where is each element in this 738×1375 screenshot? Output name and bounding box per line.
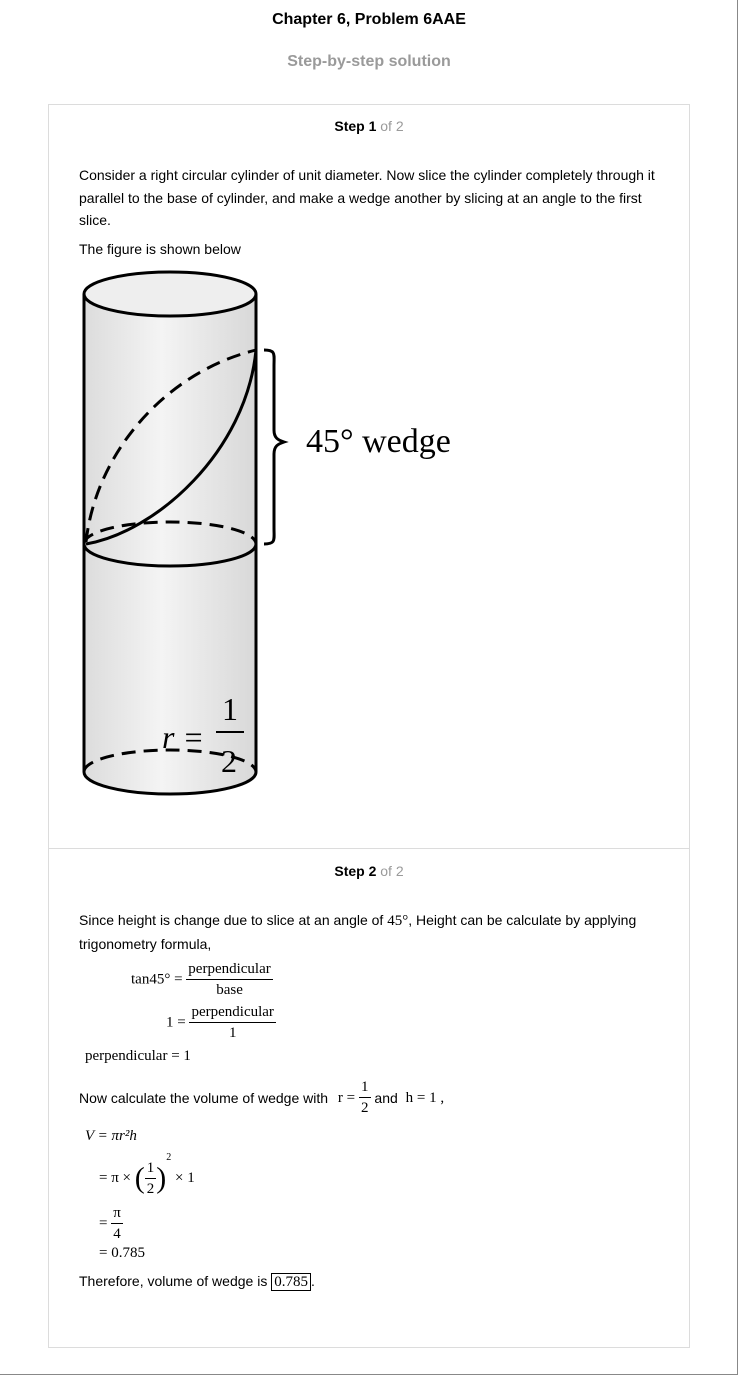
conclusion-period: . [310,1273,315,1289]
eq1-fraction [186,960,272,1000]
eq1-den: base [216,982,243,998]
conclusion-text: Therefore, volume of wedge is [79,1273,268,1289]
page-title: Chapter 6, Problem 6AAE [272,11,466,28]
h-value: h = 1 , [405,1089,445,1106]
v3-fraction [111,1204,123,1244]
figure-caption: The figure is shown below [79,241,241,257]
eq1-num: perpendicular [186,960,272,980]
cylinder-figure [76,262,496,802]
volume-text: Now calculate the volume of wedge with [79,1090,329,1106]
step-2-intro [79,909,659,955]
radius-num: 1 [222,691,238,727]
step-1-of: of 2 [380,118,404,134]
radius-den: 2 [221,743,237,779]
equation-one [166,1003,276,1043]
radius-var: r = [162,719,205,755]
r-fraction [359,1078,371,1118]
eq1-lhs: tan45° = [131,971,183,988]
r-den: 2 [361,1100,369,1116]
answer-box: 0.785 [271,1273,311,1291]
volume-pi-over-four [99,1204,123,1244]
v2-pre: = π × [99,1170,131,1187]
wedge-brace [264,350,284,544]
equation-tan45 [131,960,273,1000]
wedge-label: 45° wedge [306,423,451,460]
step-2-of: of 2 [380,863,404,879]
v2-exponent: 2 [166,1152,172,1163]
left-paren: ( [134,1161,145,1195]
r-lhs: r = [337,1089,356,1106]
conclusion [79,1273,315,1291]
intro-after: , Height can be calculate by applying trigonometry formula, [79,912,637,952]
v2-fraction [145,1159,157,1199]
volume-intro [79,1078,444,1118]
eq2-den: 1 [228,1025,237,1041]
volume-formula: V = πr²h [85,1128,137,1144]
v3-num: π [111,1204,123,1224]
cylinder-top [84,272,256,316]
v2-den: 2 [146,1180,155,1197]
v3-pre: = [99,1215,108,1232]
step-2-header [48,863,690,879]
v2-num: 1 [145,1159,157,1179]
eq2-lhs: 1 = [166,1014,186,1031]
v2-post: × 1 [175,1170,195,1187]
right-paren: ) [156,1161,167,1195]
and-text: and [374,1090,398,1106]
step-divider [48,848,690,849]
volume-substitution [99,1152,195,1199]
eq2-fraction [189,1003,275,1043]
intro-before: Since height is change due to slice at an angle of [79,912,384,928]
step-2-label: Step 2 [334,863,377,879]
volume-result: = 0.785 [99,1245,145,1261]
equation-perpendicular: perpendicular = 1 [85,1048,191,1064]
eq2-num: perpendicular [189,1003,275,1023]
intro-angle: 45° [387,913,409,929]
r-num: 1 [359,1078,371,1098]
v3-den: 4 [113,1226,121,1242]
step-1-paragraph: Consider a right circular cylinder of unit diameter. Now slice the cylinder completely through it parallel to the base of cylinder, and make a wedge another by slicing at an angle to the first slice. [79,167,655,228]
page-subtitle: Step-by-step solution [287,53,451,70]
step-1-header [48,118,690,134]
step-1-label: Step 1 [334,118,377,134]
